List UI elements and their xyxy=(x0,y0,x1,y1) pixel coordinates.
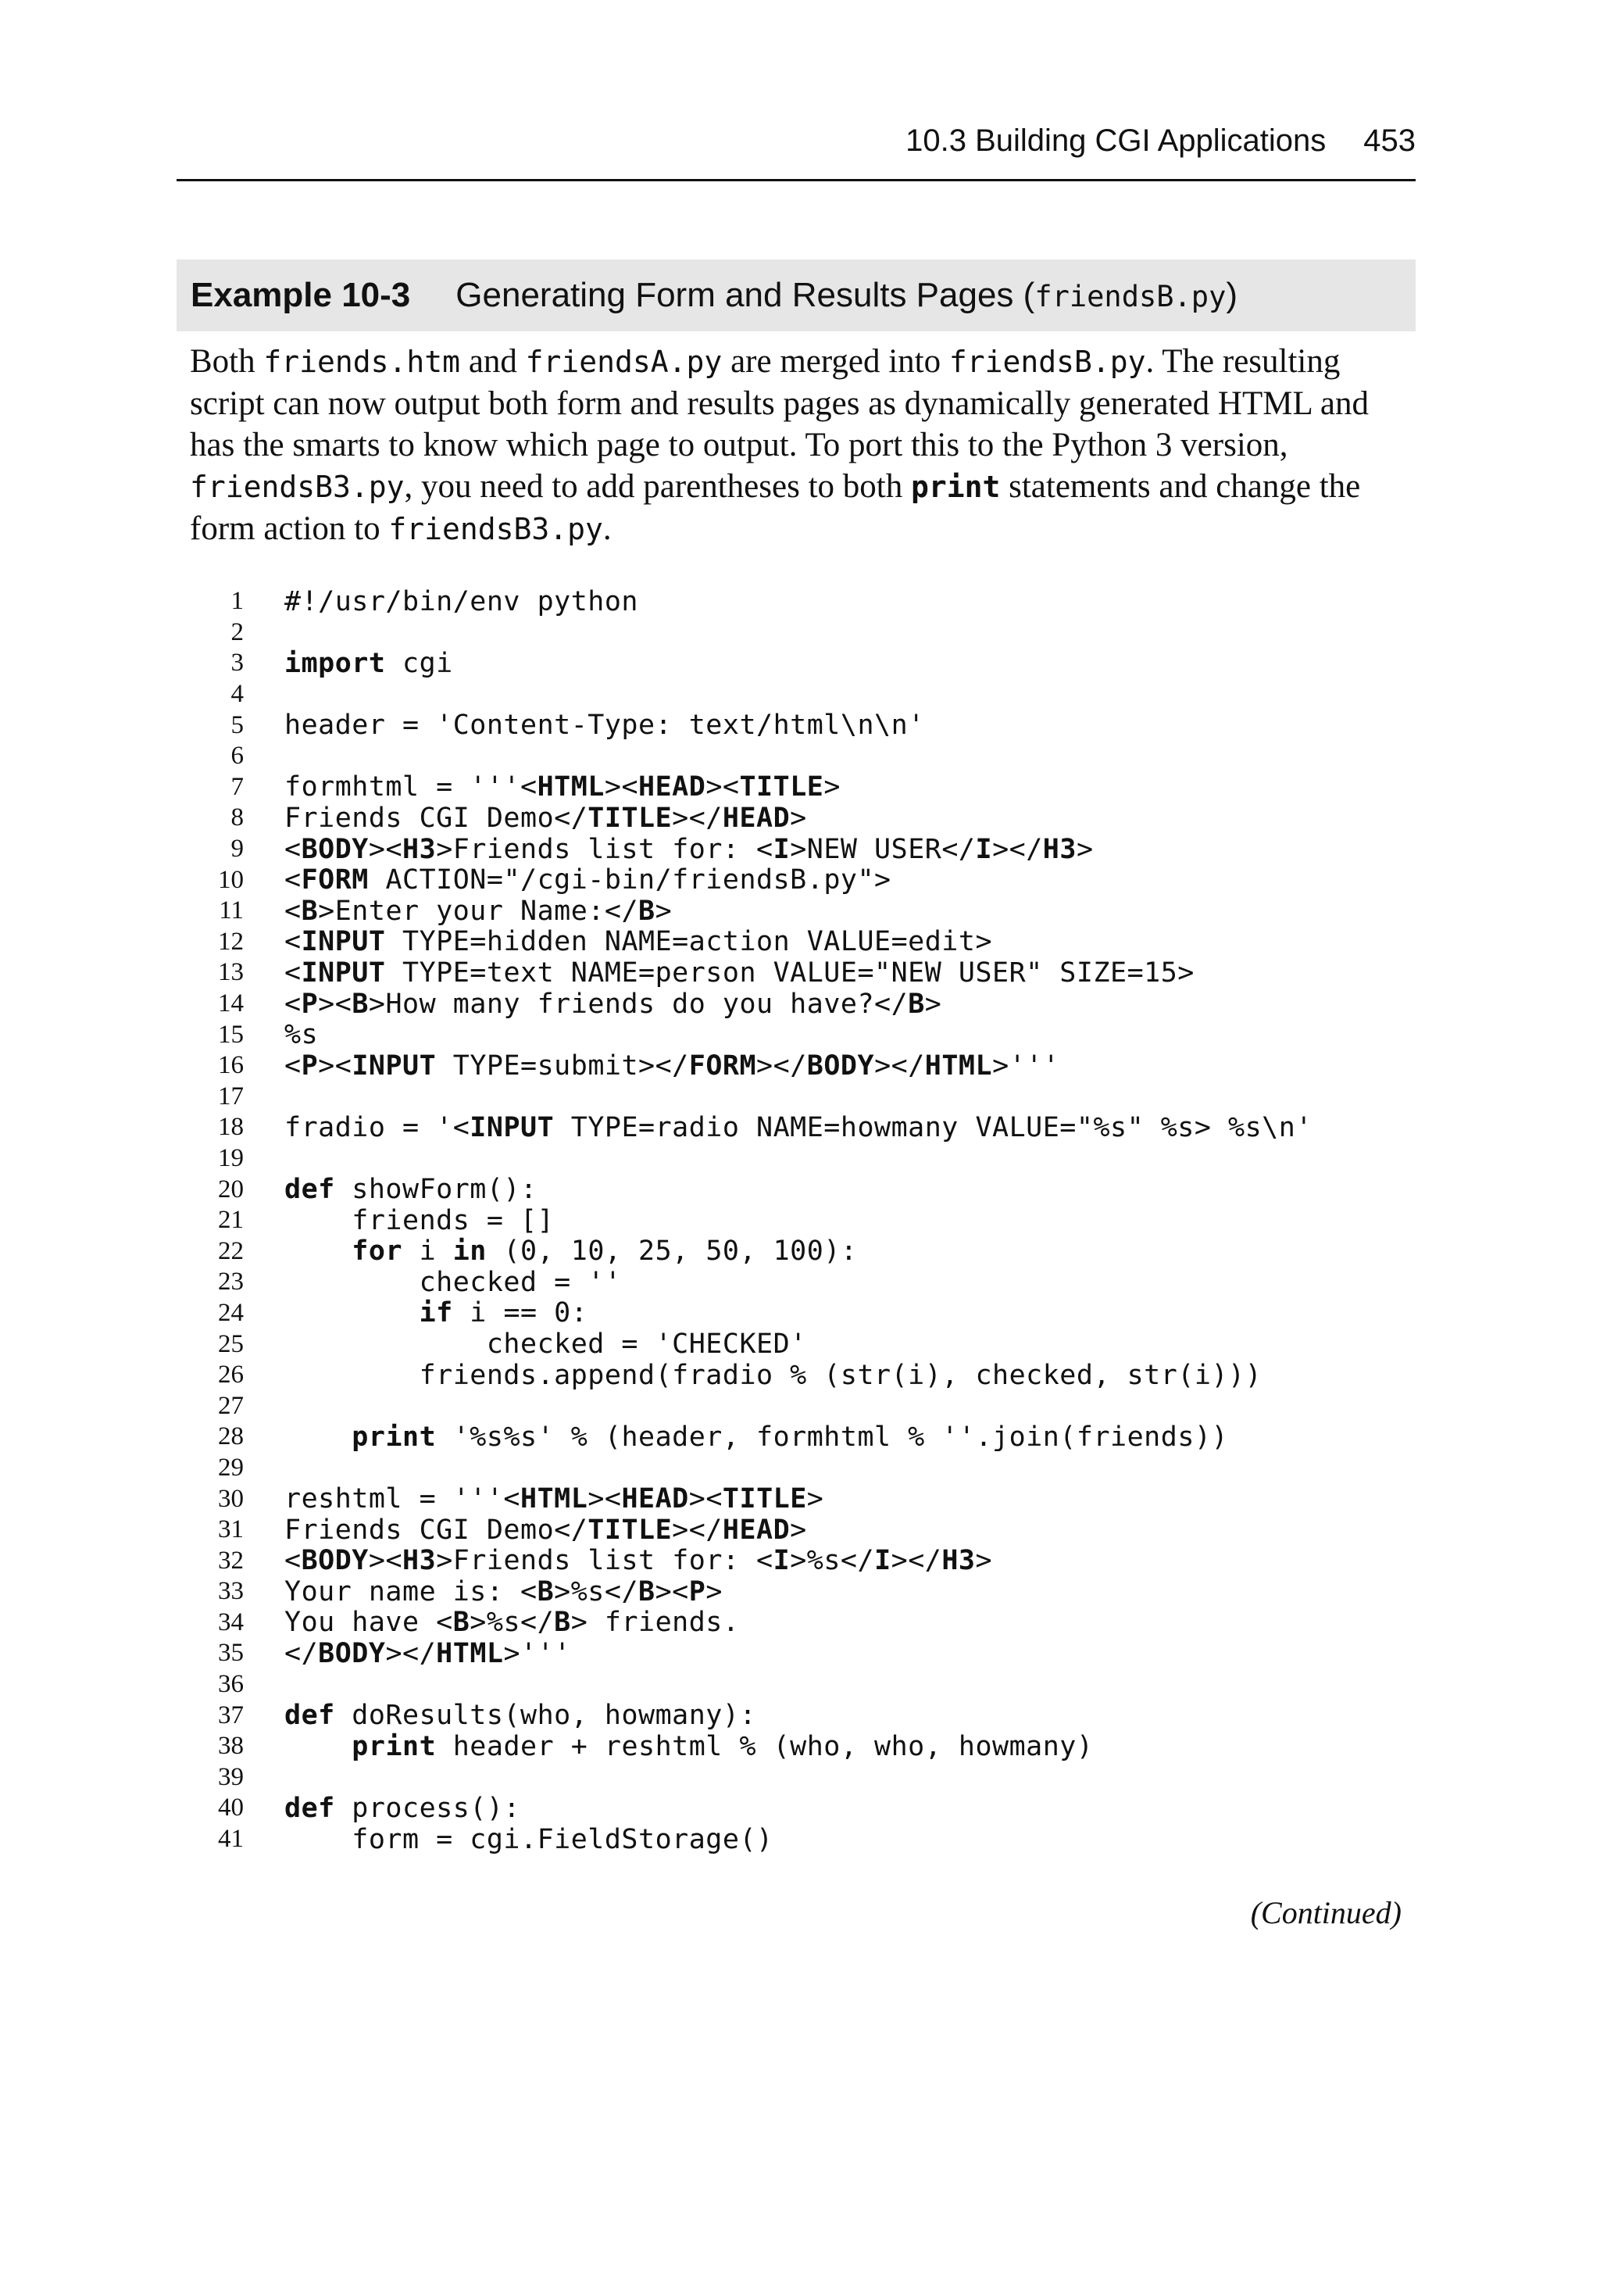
line-number: 20 xyxy=(218,1175,244,1203)
line-number: 29 xyxy=(218,1453,244,1482)
intro-code: friendsB3.py xyxy=(388,512,603,546)
code-line xyxy=(188,710,1406,741)
code-line xyxy=(188,772,1406,803)
code-line xyxy=(188,1082,1406,1113)
code-line xyxy=(188,1638,1406,1669)
code-line xyxy=(188,1390,1406,1422)
code-text: formhtml = '''<HTML><HEAD><TITLE> xyxy=(284,771,841,803)
code-text: You have <B>%s</B> friends. xyxy=(284,1607,740,1639)
code-line xyxy=(188,679,1406,710)
code-listing xyxy=(188,586,1406,1854)
code-line xyxy=(188,1360,1406,1391)
intro-text: are merged into xyxy=(722,343,949,380)
line-number: 16 xyxy=(218,1051,244,1080)
line-number: 10 xyxy=(218,865,244,894)
code-text: #!/usr/bin/env python xyxy=(284,585,639,617)
code-line xyxy=(188,1422,1406,1453)
code-text: Your name is: <B>%s</B><P> xyxy=(284,1575,723,1608)
line-number: 7 xyxy=(230,772,244,801)
code-text: <FORM ACTION="/cgi-bin/friendsB.py"> xyxy=(284,864,891,896)
intro-text: , you need to add parentheses to both xyxy=(404,468,911,505)
code-text: <BODY><H3>Friends list for: <I>NEW USER</I></H3> xyxy=(284,833,1094,865)
line-number: 17 xyxy=(218,1082,244,1110)
code-line xyxy=(188,1515,1406,1546)
code-text: <BODY><H3>Friends list for: <I>%s</I></H3> xyxy=(284,1545,993,1577)
code-line xyxy=(188,957,1406,989)
line-number: 32 xyxy=(218,1546,244,1575)
line-number: 38 xyxy=(218,1732,244,1761)
line-number: 25 xyxy=(218,1329,244,1358)
line-number: 36 xyxy=(218,1670,244,1699)
code-line xyxy=(188,1143,1406,1175)
line-number: 37 xyxy=(218,1701,244,1729)
line-number: 14 xyxy=(218,989,244,1018)
code-line xyxy=(188,927,1406,958)
code-text: checked = 'CHECKED' xyxy=(284,1329,807,1361)
code-line xyxy=(188,1700,1406,1731)
code-text: if i == 0: xyxy=(419,1297,588,1329)
line-number: 9 xyxy=(230,835,244,864)
code-line xyxy=(188,1793,1406,1824)
code-line xyxy=(188,1545,1406,1576)
code-text: <P><B>How many friends do you have?</B> xyxy=(284,988,942,1020)
line-number: 19 xyxy=(218,1143,244,1172)
code-text: def process(): xyxy=(284,1792,521,1824)
section-title: 10.3 Building CGI Applications xyxy=(905,123,1327,158)
code-text: print header + reshtml % (who, who, howmany) xyxy=(352,1730,1094,1762)
code-text: checked = '' xyxy=(284,1266,622,1298)
line-number: 26 xyxy=(218,1361,244,1389)
code-line xyxy=(188,1267,1406,1298)
line-number: 4 xyxy=(230,680,244,709)
code-line xyxy=(188,1050,1406,1082)
line-number: 13 xyxy=(218,958,244,987)
line-number: 6 xyxy=(230,742,244,771)
code-line xyxy=(188,1824,1406,1855)
intro-code: friends.htm xyxy=(263,345,461,379)
line-number: 21 xyxy=(218,1206,244,1235)
code-line xyxy=(188,1483,1406,1515)
code-text: reshtml = '''<HTML><HEAD><TITLE> xyxy=(284,1483,824,1515)
code-line xyxy=(188,896,1406,927)
code-line xyxy=(188,989,1406,1020)
line-number: 12 xyxy=(218,927,244,956)
line-number: 8 xyxy=(230,803,244,832)
running-head xyxy=(177,117,1416,181)
line-number: 40 xyxy=(218,1794,244,1822)
line-number: 18 xyxy=(218,1113,244,1142)
line-number: 35 xyxy=(218,1639,244,1668)
code-line xyxy=(188,864,1406,896)
intro-code: friendsB3.py xyxy=(190,470,405,504)
line-number: 3 xyxy=(230,649,244,678)
code-text: friends.append(fradio % (str(i), checked, str(i))) xyxy=(284,1359,1262,1391)
code-line xyxy=(188,648,1406,679)
code-line xyxy=(188,1174,1406,1205)
intro-code: friendsB.py xyxy=(948,345,1146,379)
code-text: %s xyxy=(284,1019,319,1051)
line-number: 1 xyxy=(230,587,244,616)
example-title xyxy=(455,276,1238,315)
intro-text: . The resulting script can now output both form and results pages as dynamically generated HTML and has the smarts to know which page to output. To port this to the Python 3 version, xyxy=(190,343,1369,463)
code-text: for i in (0, 10, 25, 50, 100): xyxy=(352,1236,858,1268)
line-number: 22 xyxy=(218,1236,244,1265)
example-title-text: Generating Form and Results Pages ( xyxy=(455,276,1035,314)
line-number: 23 xyxy=(218,1268,244,1296)
code-line xyxy=(188,1112,1406,1143)
code-text: form = cgi.FieldStorage() xyxy=(284,1823,773,1855)
intro-text: . xyxy=(602,510,612,547)
code-line xyxy=(188,617,1406,649)
line-number: 34 xyxy=(218,1608,244,1636)
example-filename: friendsB.py xyxy=(1034,280,1227,313)
line-number: 28 xyxy=(218,1422,244,1451)
code-line xyxy=(188,1453,1406,1484)
line-number: 41 xyxy=(218,1825,244,1854)
intro-paragraph xyxy=(190,341,1409,550)
code-line xyxy=(188,1329,1406,1360)
intro-text: statements and change the form action to xyxy=(190,468,1361,547)
code-line xyxy=(188,803,1406,834)
code-line xyxy=(188,1608,1406,1639)
line-number: 33 xyxy=(218,1577,244,1606)
code-line xyxy=(188,1576,1406,1608)
example-title-end: ) xyxy=(1226,276,1238,314)
code-text: <INPUT TYPE=text NAME=person VALUE="NEW USER" SIZE=15> xyxy=(284,957,1195,989)
code-line xyxy=(188,741,1406,772)
code-line xyxy=(188,586,1406,617)
continued-note: (Continued) xyxy=(1250,1895,1402,1930)
intro-code-keyword: print xyxy=(910,470,1001,504)
intro-text: and xyxy=(460,343,526,380)
intro-text: Both xyxy=(190,343,264,380)
line-number: 30 xyxy=(218,1484,244,1513)
example-label: Example 10-3 xyxy=(191,276,411,314)
code-text: friends = [] xyxy=(284,1204,555,1236)
code-text: print '%s%s' % (header, formhtml % ''.join(friends)) xyxy=(352,1421,1229,1453)
code-line xyxy=(188,1205,1406,1236)
code-text: <P><INPUT TYPE=submit></FORM></BODY></HTML>''' xyxy=(284,1050,1060,1082)
code-text: Friends CGI Demo</TITLE></HEAD> xyxy=(284,1514,807,1546)
code-line xyxy=(188,834,1406,865)
code-text: </BODY></HTML>''' xyxy=(284,1637,571,1669)
line-number: 5 xyxy=(230,710,244,739)
line-number: 27 xyxy=(218,1391,244,1420)
code-text: def showForm(): xyxy=(284,1174,538,1206)
page-number: 453 xyxy=(1363,123,1416,158)
code-text: <B>Enter your Name:</B> xyxy=(284,895,673,927)
line-number: 31 xyxy=(218,1515,244,1544)
example-caption xyxy=(177,259,1416,331)
code-text: header = 'Content-Type: text/html\n\n' xyxy=(284,710,925,742)
intro-code: friendsA.py xyxy=(525,345,723,379)
code-text: <INPUT TYPE=hidden NAME=action VALUE=edit> xyxy=(284,926,993,958)
line-number: 39 xyxy=(218,1762,244,1791)
code-line xyxy=(188,1669,1406,1701)
code-line xyxy=(188,1731,1406,1762)
code-line xyxy=(188,1236,1406,1267)
code-line xyxy=(188,1762,1406,1794)
line-number: 2 xyxy=(230,617,244,646)
code-line xyxy=(188,1019,1406,1050)
code-text: fradio = '<INPUT TYPE=radio NAME=howmany VALUE="%s" %s> %s\n' xyxy=(284,1111,1312,1143)
code-line xyxy=(188,1298,1406,1329)
code-text: import cgi xyxy=(284,647,453,679)
line-number: 24 xyxy=(218,1298,244,1327)
code-text: Friends CGI Demo</TITLE></HEAD> xyxy=(284,802,807,834)
line-number: 11 xyxy=(219,896,244,925)
code-text: def doResults(who, howmany): xyxy=(284,1700,757,1732)
line-number: 15 xyxy=(218,1020,244,1049)
